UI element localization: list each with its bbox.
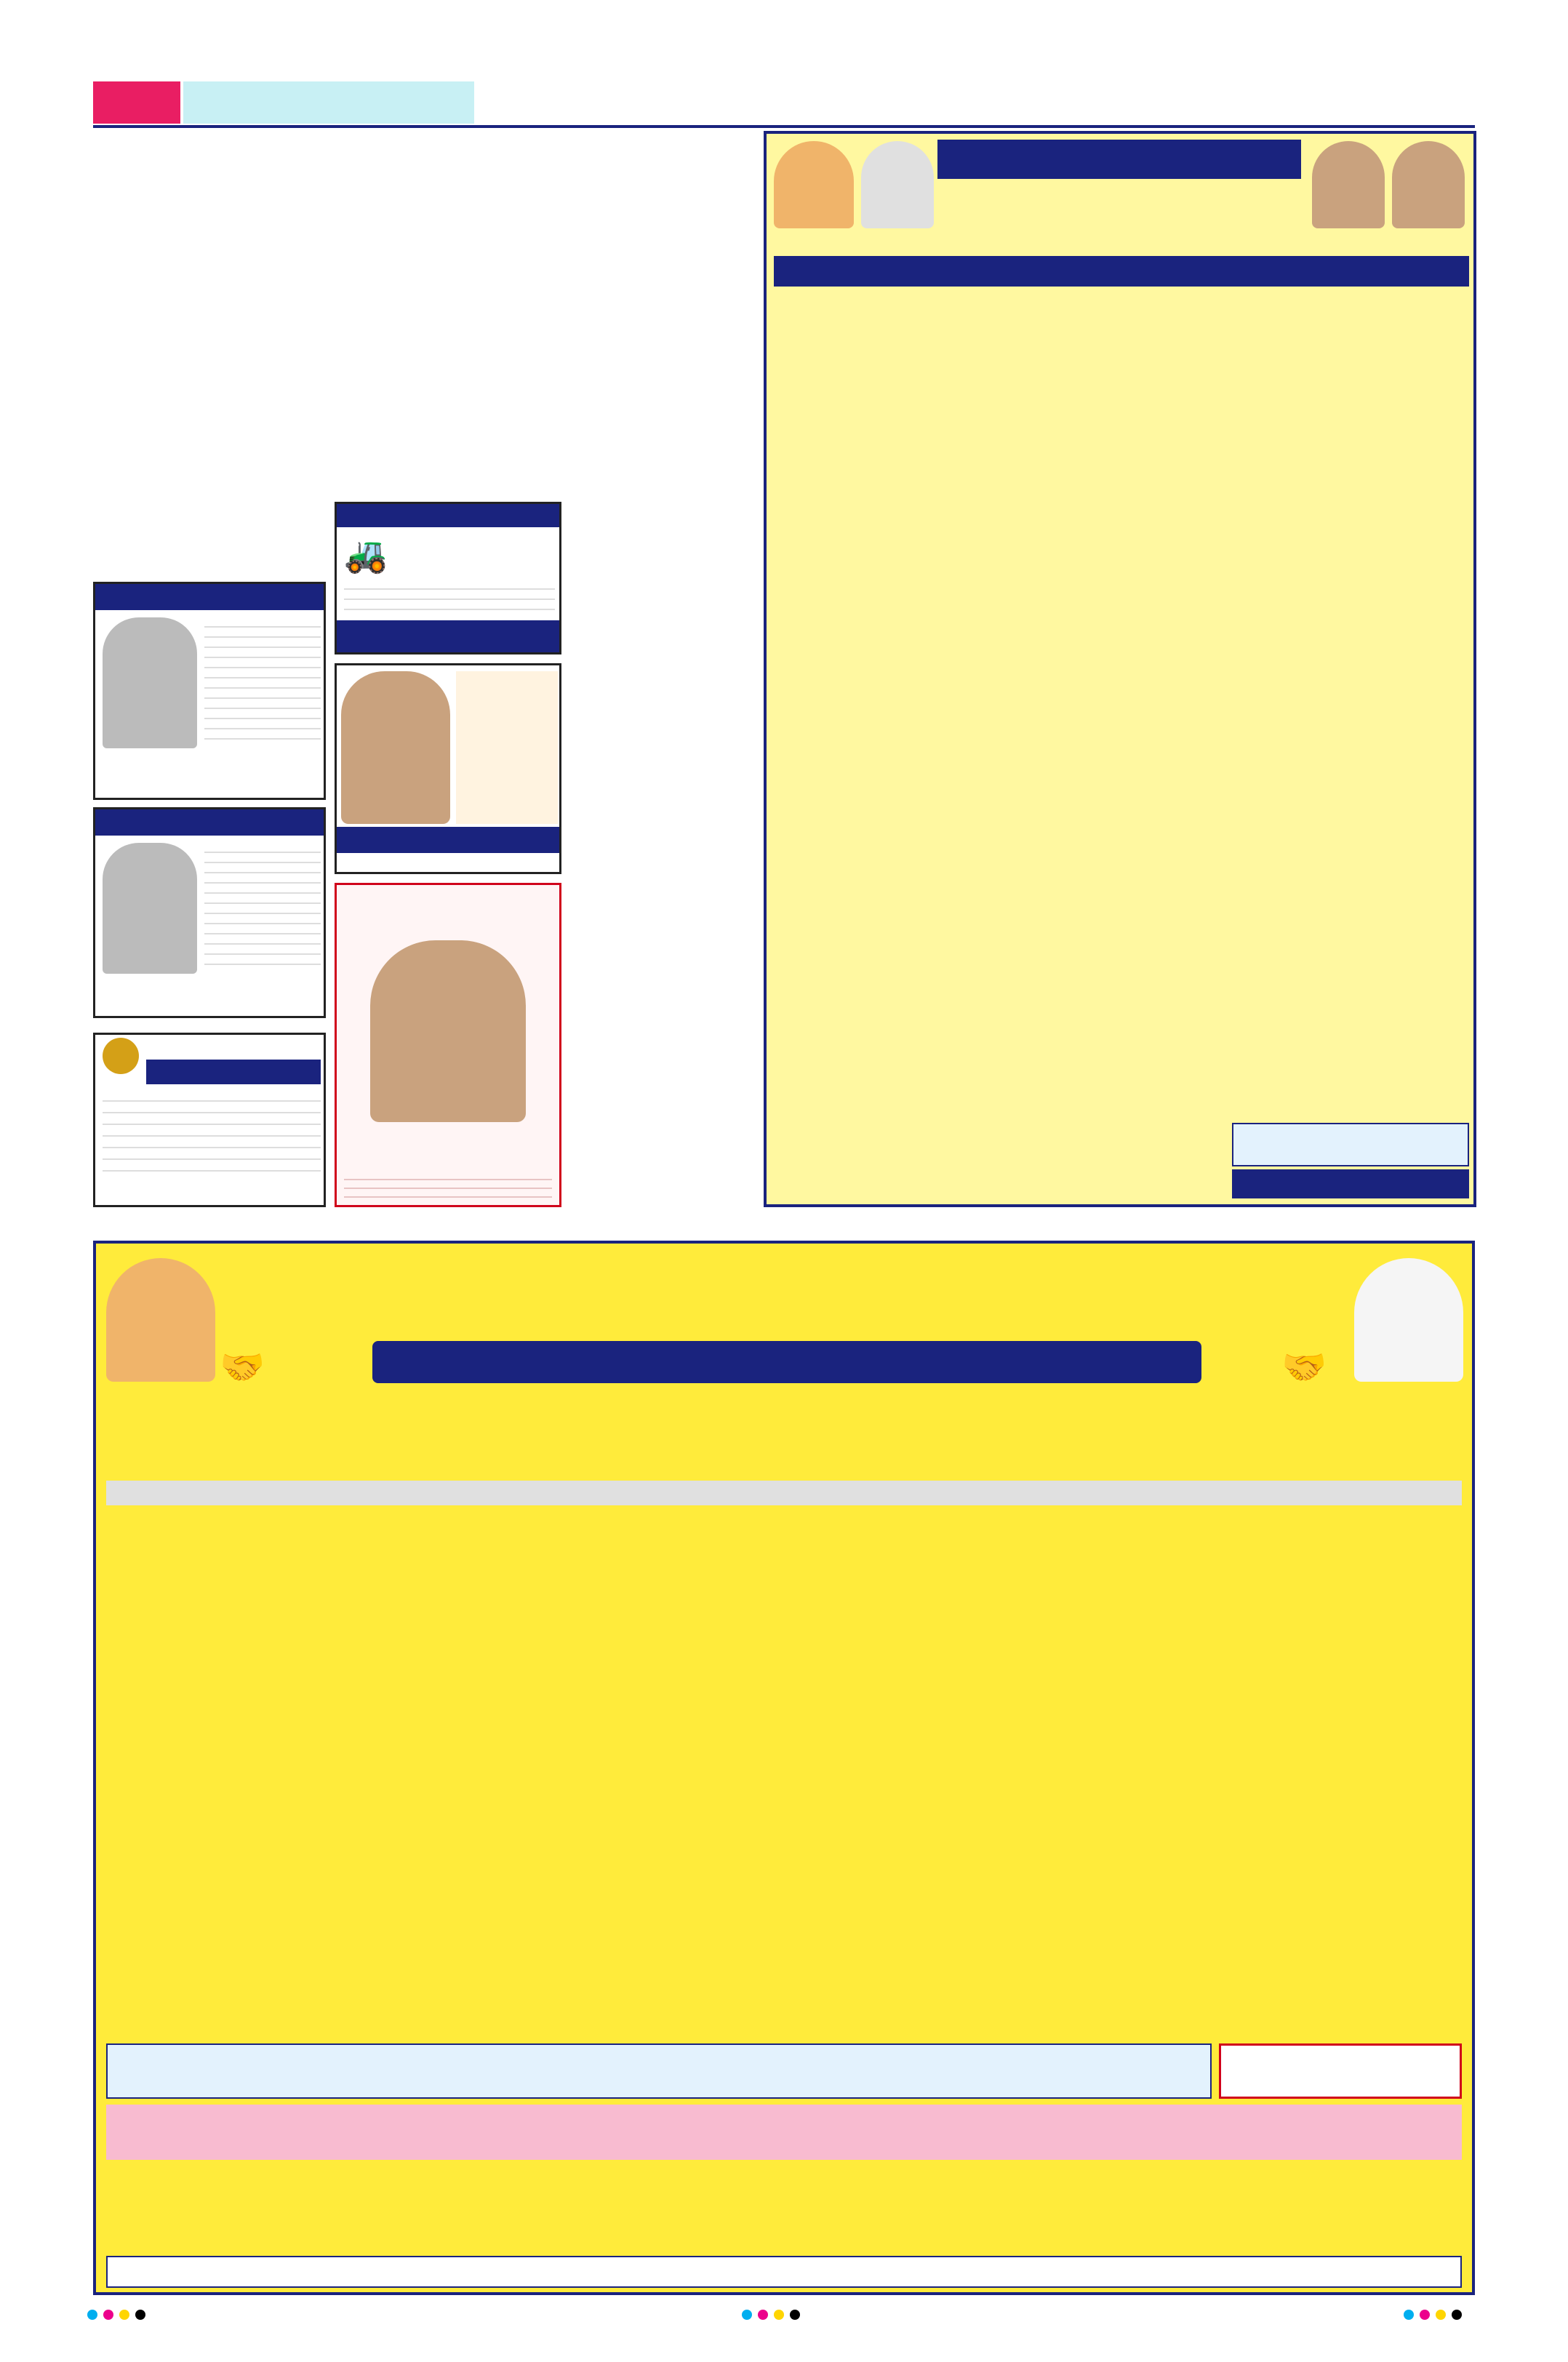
- bank-name: [937, 140, 1301, 179]
- director-portrait: [1392, 141, 1465, 228]
- bank-election-ad-bottom: [93, 1241, 1475, 2295]
- anniversary-20-box: [93, 582, 326, 800]
- bottom-table-header: [106, 1481, 1462, 1505]
- article-column-1: [93, 287, 326, 571]
- bottom-election-banner: [372, 1341, 1201, 1383]
- bcb-notice: [106, 1428, 1462, 1475]
- top-ad-slogan: [1232, 1169, 1469, 1198]
- readers-notice-title: [146, 1060, 321, 1084]
- leader-portrait: [861, 141, 934, 228]
- maruti-name: [395, 537, 555, 567]
- registration-marks: [742, 2309, 844, 2323]
- tractor-icon: 🚜: [344, 535, 388, 575]
- maruti-ad: [335, 502, 561, 654]
- election-info-box: [1232, 1123, 1469, 1166]
- header-rule: [93, 125, 1475, 128]
- page-number-box: [93, 81, 180, 124]
- promise-points: [106, 2164, 1462, 2251]
- sankranti-wishes: [337, 504, 559, 527]
- vote-count-box: [1219, 2043, 1462, 2099]
- bday-name: [341, 1125, 555, 1169]
- sankranti-greeting: [937, 224, 1301, 253]
- maruti-details: [344, 580, 555, 616]
- portrait-photo: [103, 843, 197, 974]
- registration-marks: [87, 2309, 189, 2323]
- anniversary-45-badge: [103, 1038, 139, 1074]
- notice-signature: [103, 1183, 321, 1202]
- portrait-photo: [103, 617, 197, 748]
- special-notice: [106, 2256, 1462, 2288]
- mitra-brand: [146, 1038, 321, 1060]
- election-venue: [969, 1392, 1441, 1424]
- tribute-text-block: [204, 617, 321, 748]
- newspaper-masthead: [625, 81, 960, 124]
- birthday-remembrance-ad: [335, 883, 561, 1207]
- registration-marks: [1404, 2309, 1505, 2323]
- candidate-table-header: [774, 288, 1469, 307]
- court-notice: [567, 131, 758, 1207]
- hanumantu-ad: [335, 663, 561, 874]
- greeting-line: [937, 204, 1301, 221]
- anniversary-14-box: [93, 807, 326, 1018]
- anniversary-20-name: [98, 753, 321, 796]
- leader-portrait: [1354, 1258, 1463, 1382]
- anniversary-wishes: [456, 671, 558, 824]
- portrait-photo: [341, 671, 450, 824]
- anniversary-14-title: [95, 809, 324, 836]
- election-date-line: [227, 1392, 954, 1424]
- section-name: [183, 81, 474, 124]
- director-portrait: [1312, 141, 1385, 228]
- special-plan: [106, 2105, 1462, 2160]
- bottom-bank-name: [227, 1255, 1027, 1328]
- handshake-icon: 🤝: [1281, 1346, 1327, 1388]
- issue-date: [1047, 81, 1475, 124]
- anniversary-14-name: [98, 981, 244, 1010]
- article-headline: [93, 167, 566, 276]
- portrait-photo: [370, 940, 526, 1122]
- top-ad-appeal-text: [774, 1123, 1225, 1188]
- readers-notice-box: [93, 1033, 326, 1207]
- anniversary-20-title: [95, 584, 324, 610]
- article-column-2: [333, 287, 566, 535]
- anniversary-14-family: [241, 981, 321, 1010]
- maruti-mobile: [337, 620, 559, 652]
- bday-text-block: [344, 1172, 552, 1204]
- hanumantu-place: [337, 853, 559, 872]
- bank-location: [937, 182, 1301, 202]
- bank-election-ad-top: [764, 131, 1476, 1207]
- bottom-bank-location: [1034, 1273, 1347, 1316]
- founder-portrait: [774, 141, 854, 228]
- notice-text-block: [103, 1090, 321, 1177]
- election-banner: [774, 256, 1469, 287]
- tribute-text-block: [204, 843, 321, 974]
- hanumantu-name: [337, 827, 559, 853]
- handshake-icon: 🤝: [220, 1346, 265, 1388]
- bday-title: [341, 889, 555, 936]
- candidates-appeal: [106, 2043, 1212, 2099]
- article-kicker: [93, 131, 566, 167]
- founder-portrait: [106, 1258, 215, 1382]
